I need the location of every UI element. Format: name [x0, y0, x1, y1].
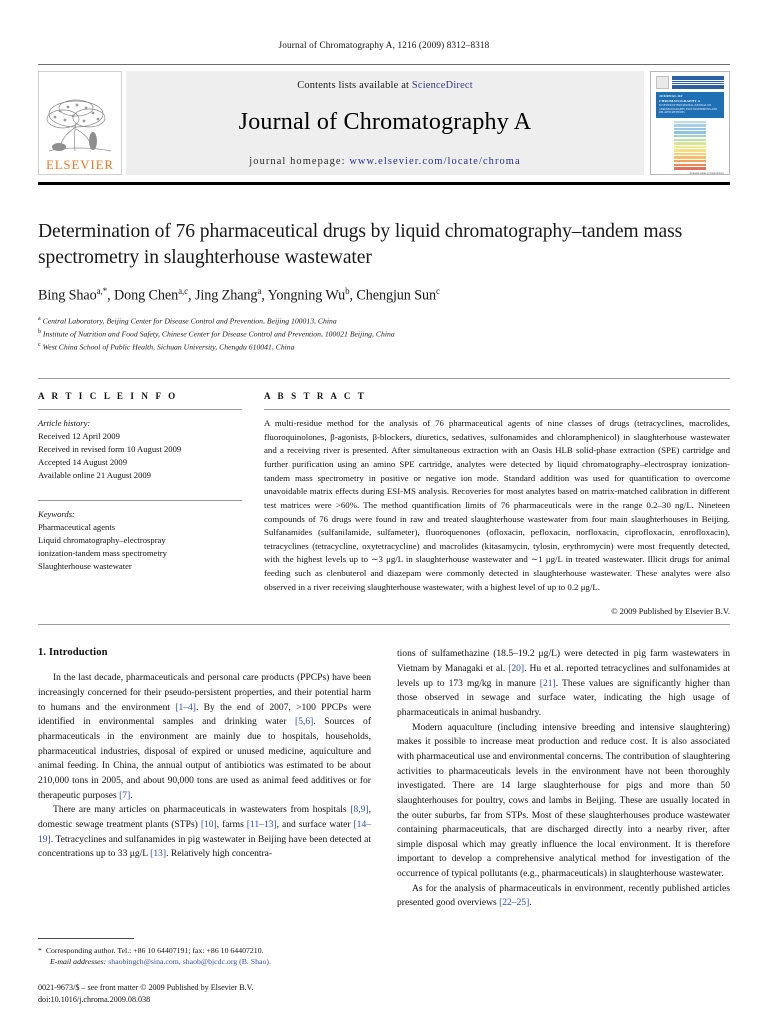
- body-columns: [38, 647, 730, 911]
- sciencedirect-link[interactable]: ScienceDirect: [411, 80, 473, 91]
- journal-title: Journal of Chromatography A: [238, 109, 532, 135]
- homepage-line: [249, 156, 520, 167]
- affiliation-item: $^c$ West China School of Public Health, Sichuan University, Chengdu 610041, China: [38, 341, 295, 352]
- homepage-url[interactable]: www.elsevier.com/locate/chroma: [349, 156, 521, 167]
- abstract-heading: A B S T R A C T: [264, 390, 367, 401]
- footnotes: [38, 938, 379, 968]
- imprint-line-1: 0021-9673/$ – see front matter © 2009 Published by Elsevier B.V.: [38, 982, 254, 992]
- corresponding-author-text: Corresponding author. Tel.: +86 10 64407191; fax: +86 10 64407210.: [45, 945, 264, 955]
- email-note: [38, 956, 379, 968]
- paragraph: tions of sulfamethazine (18.5–19.2 μg/L) were detected in pig farm wastewaters in Vietnam by Managaki et al. [20]. Hu et al. reported tetracyclines and sulfonamides at levels up to 173 mg/kg in manure [21]. These values are significantly higher than those observed in sewage and surface water, indicating the high usage of pharmaceuticals in animal husbandry.: [397, 648, 730, 719]
- author-list: Bing Shao$^{a,*}$, Dong Chen$^{a,c}$, Jing Zhang$^a$, Yongning Wu$^b$, Chengjun Sun$^c$: [38, 286, 440, 304]
- elsevier-logo: [38, 71, 122, 175]
- footnote-star: *: [38, 945, 42, 955]
- article-history-item: Accepted 14 August 2009: [38, 457, 128, 468]
- keyword-item: Slaughterhouse wastewater: [38, 561, 132, 572]
- article-info-rule: [38, 409, 242, 410]
- cover-rule-lines: [672, 76, 724, 89]
- article-history: [38, 417, 242, 482]
- article-history-item: Received 12 April 2009: [38, 430, 120, 441]
- info-abstract-block: [38, 378, 730, 617]
- keywords-items: [38, 521, 242, 573]
- abstract-copyright: © 2009 Published by Elsevier B.V.: [611, 606, 730, 617]
- article-history-items: [38, 430, 242, 482]
- article-history-item: Available online 21 August 2009: [38, 470, 151, 481]
- abstract-column: [264, 391, 730, 617]
- paragraph: As for the analysis of pharmaceuticals in environment, recently published articles presented good overviews [22–25].: [397, 882, 730, 909]
- cover-footer-text: Available online at ScienceDirect: [689, 171, 724, 175]
- journal-banner: [126, 71, 644, 175]
- contents-prefix: Contents lists available at: [297, 80, 410, 91]
- abstract-bottom-divider: [38, 624, 730, 625]
- keywords-rule: [38, 500, 242, 501]
- keyword-item: ionization-tandem mass spectrometry: [38, 548, 167, 559]
- article-info-heading: A R T I C L E I N F O: [38, 390, 178, 401]
- cover-title-band: [656, 92, 724, 118]
- running-head: Journal of Chromatography A, 1216 (2009) 8312–8318: [278, 40, 490, 50]
- article-history-label: Article history:: [38, 417, 91, 428]
- affiliation-item: $^b$ Institute of Nutrition and Food Safety, Chinese Center for Disease Control and Prevention, 100021 Beijing, China: [38, 328, 395, 339]
- article-history-item: Received in revised form 10 August 2009: [38, 444, 182, 455]
- abstract-text: A multi-residue method for the analysis of 76 pharmaceutical agents of nine classes of drugs (tetracyclines, macrolides, fluoroquinolones, β-agonists, β-blockers, diuretics, sedatives, sulfonamides and chloramphenicol) in slaughterhouse wastewater and a receiving river is presented. After simultaneous extraction with an Oasis HLB solid-phase extraction (SPE) cartridge and further purification using an amino SPE cartridge, analytes were detected by liquid chromatography–electrospray ionization-tandem mass spectrometry in positive or negative ion mode. Standard addition was used for quantification to overcome unavoidable matrix effects during ESI-MS analysis. Recoveries for most analytes based on matrix-matched calibration in different test matrices were >60%. The method quantification limits of 76 pharmaceuticals were in the range 0.2–30 ng/L. Nineteen compounds of 76 drugs were found in raw and treated slaughterhouse wastewater from four main slaughterhouses in Beijing. Sulfanamides (sulfanilamide, sulfameter), fluoroquenones (ofloxacin, pefloxacin, norfloxacin, ciprofloxacin, enrofloxacin), tetracyclines (tetracycline, oxytetracycline) and macrolides (kitasamycin, tylosin, erythromycin) were most frequently detected, with the highest levels up to ∼3 μg/L in slaughterhouse wastewater and ∼1 μg/L in treated wastewater. Illicit drugs for animal feeding such as clenbuterol and diazepam were commonly detected in slaughterhouse wastewater. These analytes were also observed in a river receiving slaughterhouse wastewater, with a highest level of up to 0.2 μg/L.: [264, 417, 730, 592]
- section-heading-introduction: 1. Introduction: [38, 647, 108, 659]
- paragraph: There are many articles on pharmaceuticals in wastewaters from hospitals [8,9], domestic sewage treatment plants (STPs) [10], farms [11–13], and surface water [14–19]. Tetracyclines and sulfanamides in pig wastewater in Beijing have been detected at concentrations up to 33 μg/L [13]. Relatively high concentra-: [38, 804, 371, 860]
- abstract-rule: [264, 409, 730, 410]
- journal-cover-thumbnail: [650, 71, 730, 175]
- cover-band-subtitle: ELSEVIER INTERNATIONAL JOURNAL ON CHROMATOGRAPHY, ELECTROPHORESIS AND RELATED METHODS: [659, 104, 718, 115]
- journal-masthead: [38, 64, 730, 175]
- body-column-right: [397, 647, 730, 911]
- email-label: E-mail addresses:: [50, 957, 107, 967]
- corresponding-author-note: [38, 945, 379, 957]
- paragraph: In the last decade, pharmaceuticals and personal care products (PPCPs) have been increasingly concerned for their pseudo-persistent properties, and their potential harm to humans and the environment [1–4]. By the end of 2007, >100 PPCPs were identified in environmental samples and drinking water [5,6]. Sources of pharmaceuticals in the environment are mainly due to hospitals, households, pharmaceutical industries, disposal of expired or unused medicine, aquiculture and animal feeding. In China, the annual output of antibiotics was estimated to be about 210,000 tons in 2005, and about 90,000 tons are used as animal feed additives or for therapeutic purposes [7].: [38, 672, 371, 801]
- imprint: [38, 982, 254, 1006]
- page-title: Determination of 76 pharmaceutical drugs by liquid chromatography–tandem mass spectrometry in slaughterhouse wastewater: [38, 221, 683, 269]
- cover-color-stripes: [656, 121, 724, 170]
- keyword-item: Pharmaceutical agents: [38, 522, 116, 533]
- cover-logo-icon: [656, 76, 669, 89]
- imprint-line-2: doi:10.1016/j.chroma.2009.08.038: [38, 994, 151, 1004]
- footnote-rule: [38, 938, 134, 939]
- right-column-paragraphs: [397, 647, 730, 911]
- elsevier-wordmark: ELSEVIER: [46, 157, 114, 172]
- paragraph: Modern aquaculture (including intensive breeding and intensive slaughtering) makes it possible to increase meat production and reduce cost. It is also associated with pharmaceutical use and environmental concerns. The contribution of slaughtering activities to pharmaceuticals levels in the environment have not been thoroughly investigated. There are 14 large slaughterhouse for pigs and more than 50 slaughterhouses for poultry, cows and lambs in Beijing. These are usually located in the outer suburbs, far from STPs. Most of these slaughterhouses produce wastewater containing pharmaceuticals, that are discharged directly into a nearby river, after simple disposal which may greatly influence the local environment. It is therefore important to develop a comprehensive analytical method for investigation of the occurrence of typical pollutants (e.g., pharmaceuticals) in slaughterhouse wastewater.: [397, 721, 730, 880]
- left-column-paragraphs: [38, 671, 371, 861]
- keywords-label: Keywords:: [38, 509, 75, 520]
- cover-band-title: JOURNAL OF CHROMATOGRAPHY A: [659, 94, 701, 103]
- contents-line: [297, 80, 473, 91]
- keyword-item: Liquid chromatography–electrospray: [38, 535, 166, 546]
- homepage-prefix: journal homepage:: [249, 156, 346, 167]
- elsevier-tree-icon: [43, 97, 117, 159]
- cover-top-bars: [656, 76, 724, 89]
- keywords: [38, 508, 242, 573]
- email-addresses[interactable]: shaobingch@sina.com, shaob@bjcdc.org (B. Shao).: [108, 957, 271, 967]
- body-column-left: [38, 647, 371, 911]
- article-info-column: [38, 391, 242, 617]
- masthead-divider: [38, 182, 730, 185]
- affiliation-list: [38, 315, 730, 354]
- affiliation-item: $^a$ Central Laboratory, Beijing Center for Disease Control and Prevention, Beijing 100013, China: [38, 315, 337, 326]
